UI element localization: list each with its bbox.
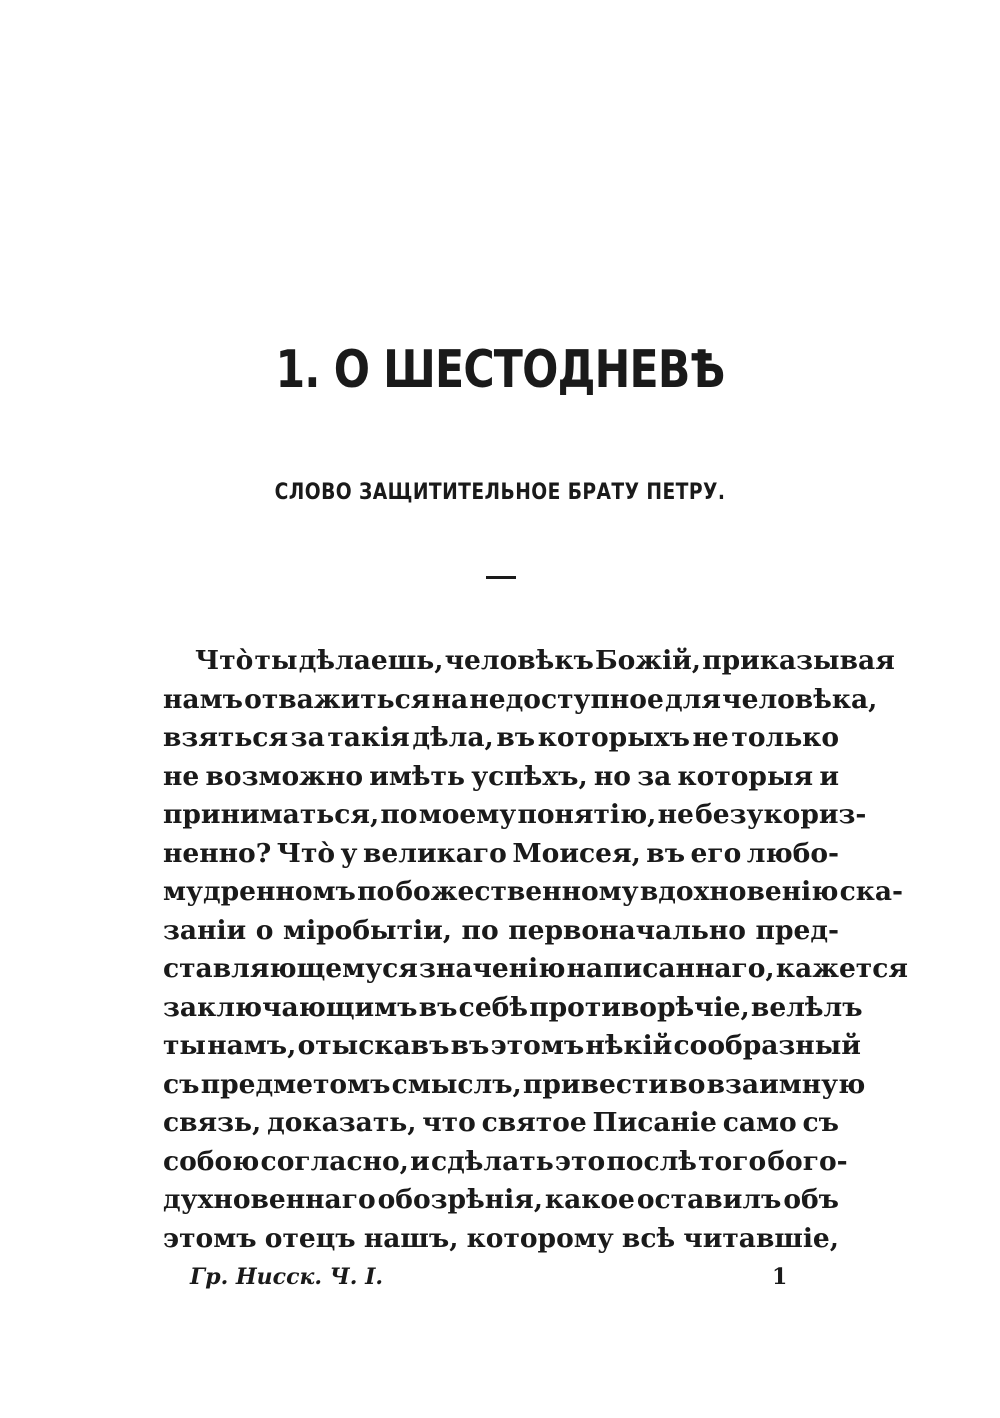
chapter-subtitle: СЛОВО ЗАЩИТИТЕЛЬНОЕ БРАТУ ПЕТРУ. (274, 480, 726, 505)
text-line: ставляющемуся значенію написаннаго, кажется (163, 953, 908, 984)
text-line: связь, доказать, что святое Писаніе само съ (163, 1107, 839, 1138)
body-paragraph (163, 642, 908, 1258)
text-line: ненно? Чтò у великаго Моисея, въ его любо- (163, 837, 839, 869)
text-line: ты намъ, отыскавъ въ этомъ нѣкій сообразный (163, 1030, 861, 1061)
text-line: этомъ отецъ нашъ, которому всѣ читавшіе, (163, 1222, 839, 1254)
text-line: не возможно имѣть успѣхъ, но за которыя и (163, 760, 839, 792)
text-line: духновеннаго обозрѣнія, какое оставилъ объ (163, 1184, 839, 1215)
section-separator (486, 576, 516, 579)
text-line: мудренномъ по божественному вдохновенію ска- (163, 876, 904, 907)
signature-mark: Гр. Нисск. Ч. I. (190, 1264, 384, 1290)
text-line: Чтò ты дѣлаешь, человѣкъ Божій, приказывая (195, 645, 895, 676)
text-line: заключающимъ въ себѣ противорѣчіе, велѣлъ (163, 991, 863, 1023)
text-line: взяться за такія дѣла, въ которыхъ не только (163, 722, 839, 753)
text-line: съ предметомъ смыслъ, привести во взаимную (163, 1068, 866, 1100)
text-line: намъ отважиться на недоступное для человѣка, (163, 683, 878, 715)
text-line: собою согласно, и сдѣлать это послѣ того бого- (163, 1145, 848, 1177)
chapter-title: 1. О ШЕСТОДНЕВѢ (275, 340, 725, 400)
text-line: приниматься, по моему понятію, не безукориз- (163, 799, 867, 830)
page-footer (190, 1264, 790, 1298)
page-number: 1 (772, 1264, 788, 1290)
text-line: заніи о міробытіи, по первоначально пред- (163, 914, 839, 946)
